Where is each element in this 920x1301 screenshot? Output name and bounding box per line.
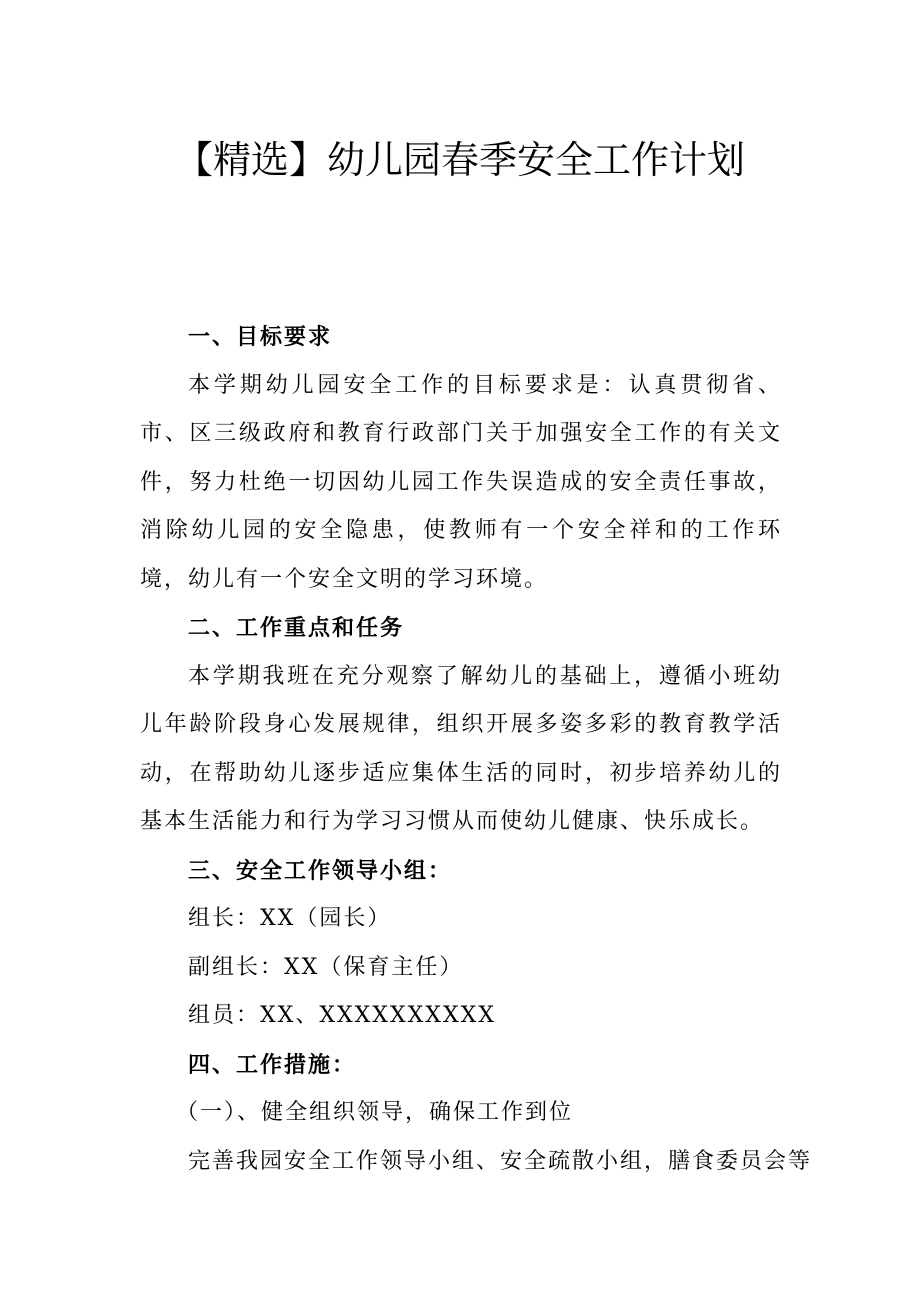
document-body [140, 313, 813, 1186]
section-paragraph-goals: 本学期幼儿园安全工作的目标要求是：认真贯彻省、市、区三级政府和教育行政部门关于加强安全工作的有关文件，努力杜绝一切因幼儿园工作失误造成的安全责任事故，消除幼儿园的安全隐患，使教师有一个安全祥和的工作环境，幼儿有一个安全文明的学习环境。 [140, 372, 782, 592]
section-heading-measures: 四、工作措施： [188, 1051, 357, 1078]
section-heading-goals: 一、目标要求 [188, 324, 333, 350]
measures-paragraph-1: 完善我园安全工作领导小组、安全疏散小组，膳食委员会等 [188, 1148, 813, 1174]
section-heading-leadership: 三、安全工作领导小组： [188, 857, 453, 884]
leadership-deputy: 副组长：XX（保育主任） [188, 954, 464, 980]
leadership-leader: 组长：XX（园长） [188, 906, 392, 931]
section-paragraph-tasks: 本学期我班在充分观察了解幼儿的基础上，遵循小班幼儿年龄阶段身心发展规律，组织开展多姿多彩的教育教学活动，在帮助幼儿逐步适应集体生活的同时，初步培养幼儿的基本生活能力和行为学习习惯从而使幼儿健康、快乐成长。 [140, 663, 782, 834]
section-heading-tasks: 二、工作重点和任务 [188, 615, 405, 641]
document-title: 【精选】幼儿园春季安全工作计划 [174, 138, 745, 182]
measures-subheading-1: （一）、健全组织领导，确保工作到位 [176, 1100, 574, 1125]
leadership-members: 组员：XX、XXXXXXXXXX [188, 1003, 496, 1028]
